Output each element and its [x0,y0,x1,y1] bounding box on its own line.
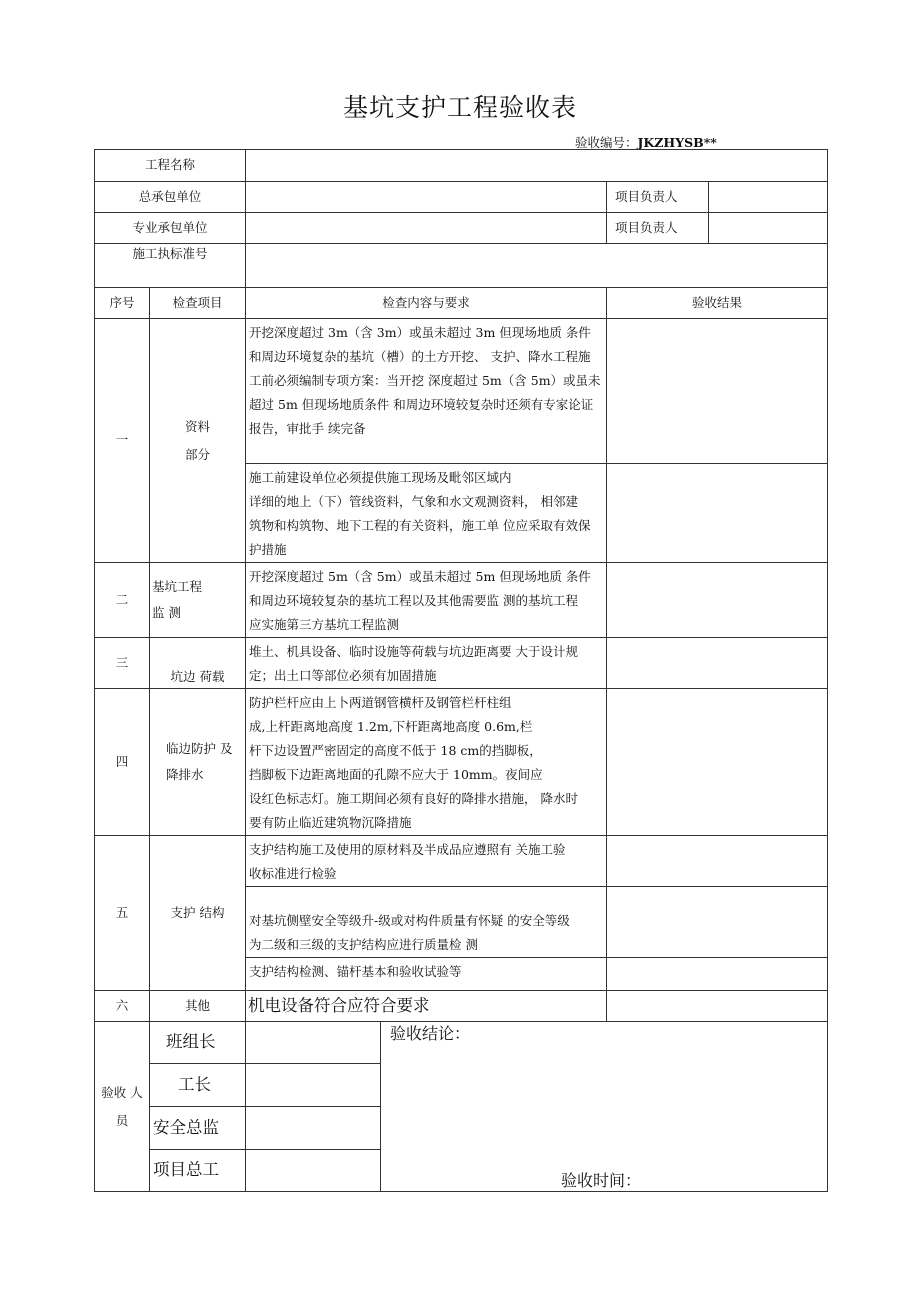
project-manager-field-2[interactable] [709,213,828,244]
section-3-content [246,638,607,689]
section-6-result[interactable] [607,991,828,1022]
content-line: 对基坑侧壁安全等级升-级或对构件质量有怀疑 的安全等级 [249,913,570,928]
col-header-content: 检查内容与要求 [246,288,607,319]
section-6-no: 六 [95,991,150,1022]
content-line: 收标准进行检验 [249,866,337,881]
section-2-item-line1: 基坑工程 [152,579,203,594]
signature-team-leader[interactable] [246,1022,381,1064]
project-name-field[interactable] [246,150,828,182]
section-1-content-a [246,319,607,464]
section-2-item [150,563,246,638]
role-team-leader: 班组长 [150,1022,246,1064]
content-line: 施工前建设单位必须提供施工现场及毗邻区域内 [249,470,512,485]
section-4-item-line2: 降排水 [166,767,204,782]
section-2-item-line2: 监 测 [152,605,181,620]
section-5-result-a[interactable] [607,836,828,887]
section-6-content: 机电设备符合应符合要求 [246,991,607,1022]
content-line: 护措施 [249,542,287,557]
general-contractor-label: 总承包单位 [95,182,246,213]
section-5-result-c[interactable] [607,958,828,991]
section-4-content [246,689,607,836]
content-line: 杆下边设置严密固定的高度不低于 18 cm的挡脚板， [249,743,542,758]
section-4-item-line1: 临边防护 及 [166,741,233,756]
section-1-result-b[interactable] [607,464,828,563]
project-manager-label-2: 项目负责人 [607,213,709,244]
standard-no-field[interactable] [246,244,828,288]
content-line: 防护栏杆应由上卜两道钢管横杆及钢管栏杆柱组 [249,695,512,710]
section-2-content [246,563,607,638]
section-5-content-b [246,887,607,958]
section-3-no: 三 [95,638,150,689]
content-line: 为二级和三级的支护结构应进行质量检 测 [249,937,478,952]
content-line: 工前必须编制专项方案：当开挖 深度超过 5m（含 5m）或虽未 [249,373,601,388]
standard-no-label: 施工执标准号 [95,244,246,288]
col-header-no: 序号 [95,288,150,319]
section-1-item-line2: 部分 [185,446,211,462]
conclusion-box[interactable] [381,1022,828,1192]
role-foreman: 工长 [150,1064,246,1107]
role-chief-engineer: 项目总工 [150,1150,246,1192]
section-1-no: 一 [95,319,150,563]
content-line: 设红色标志灯。施工期间必须有良好的降排水措施， 降水时 [249,791,578,806]
content-line: 报告，审批手 续完备 [249,421,366,436]
section-1-item [150,319,246,563]
acceptance-form-table [94,149,828,1192]
general-contractor-field[interactable] [246,182,607,213]
role-safety-director: 安全总监 [150,1107,246,1150]
content-line: 定；出土口等部位必须有加固措施 [249,668,437,683]
signature-foreman[interactable] [246,1064,381,1107]
signature-chief-engineer[interactable] [246,1150,381,1192]
col-header-result: 验收结果 [607,288,828,319]
col-header-item: 检查项目 [150,288,246,319]
project-name-label: 工程名称 [95,150,246,182]
project-manager-field-1[interactable] [709,182,828,213]
section-5-result-b[interactable] [607,887,828,958]
document-number-label: 验收编号： [575,135,638,150]
specialty-contractor-label: 专业承包单位 [95,213,246,244]
section-1-item-line1: 资料 [185,418,211,434]
conclusion-label: 验收结论： [390,1024,471,1043]
content-line: 支护结构检测、锚杆基本和验收试验等 [249,964,462,979]
section-5-content-c [246,958,607,991]
section-4-no: 四 [95,689,150,836]
content-line: 堆土、机具设备、临时设施等荷载与坑边距离要 大于设计规 [249,644,578,659]
content-line: 详细的地上（下）管线资料，气象和水文观测资料， 相邻建 [249,494,578,509]
section-5-item: 支护 结构 [150,836,246,991]
content-line: 开挖深度超过 5m（含 5m）或虽未超过 5m 但现场地质 条件 [249,569,591,584]
content-line: 支护结构施工及使用的原材料及半成品应遵照有 关施工验 [249,842,566,857]
section-2-no: 二 [95,563,150,638]
specialty-contractor-field[interactable] [246,213,607,244]
signoff-label-line1: 验收 人 [101,1084,143,1100]
signoff-label-line2: 员 [115,1112,129,1128]
section-3-result[interactable] [607,638,828,689]
project-manager-label-1: 项目负责人 [607,182,709,213]
form-title: 基坑支护工程验收表 [342,93,577,122]
section-1-result-a[interactable] [607,319,828,464]
signoff-label [95,1022,150,1192]
time-label: 验收时间： [561,1170,642,1190]
section-6-item: 其他 [150,991,246,1022]
content-line: 开挖深度超过 3m（含 3m）或虽未超过 3m 但现场地质 条件 [249,325,591,340]
content-line: 超过 5m 但现场地质条件 和周边环境较复杂时还须有专家论证 [249,397,594,412]
section-5-content-a [246,836,607,887]
document-number-value: JKZHYSB** [637,135,717,150]
content-line: 成,上杆距离地高度 1.2m,下杆距离地高度 0.6m,栏 [249,719,533,734]
section-4-item [150,689,246,836]
content-line: 应实施第三方基坑工程监测 [249,617,400,632]
section-2-result[interactable] [607,563,828,638]
section-4-result[interactable] [607,689,828,836]
section-5-no: 五 [95,836,150,991]
content-line: 和周边环境较复杂的基坑工程以及其他需要监 测的基坑工程 [249,593,578,608]
content-line: 要有防止临近建筑物沉降措施 [249,815,412,830]
section-3-item: 坑边 荷载 [150,638,246,689]
section-1-content-b [246,464,607,563]
content-line: 筑物和构筑物、地下工程的有关资料，施工单 位应采取有效保 [249,518,591,533]
content-line: 挡脚板下边距离地面的孔隙不应大于 10mm。夜间应 [249,767,543,782]
content-line: 和周边环境复杂的基坑（槽）的土方开挖、 支护、降水工程施 [249,349,591,364]
signature-safety-director[interactable] [246,1107,381,1150]
